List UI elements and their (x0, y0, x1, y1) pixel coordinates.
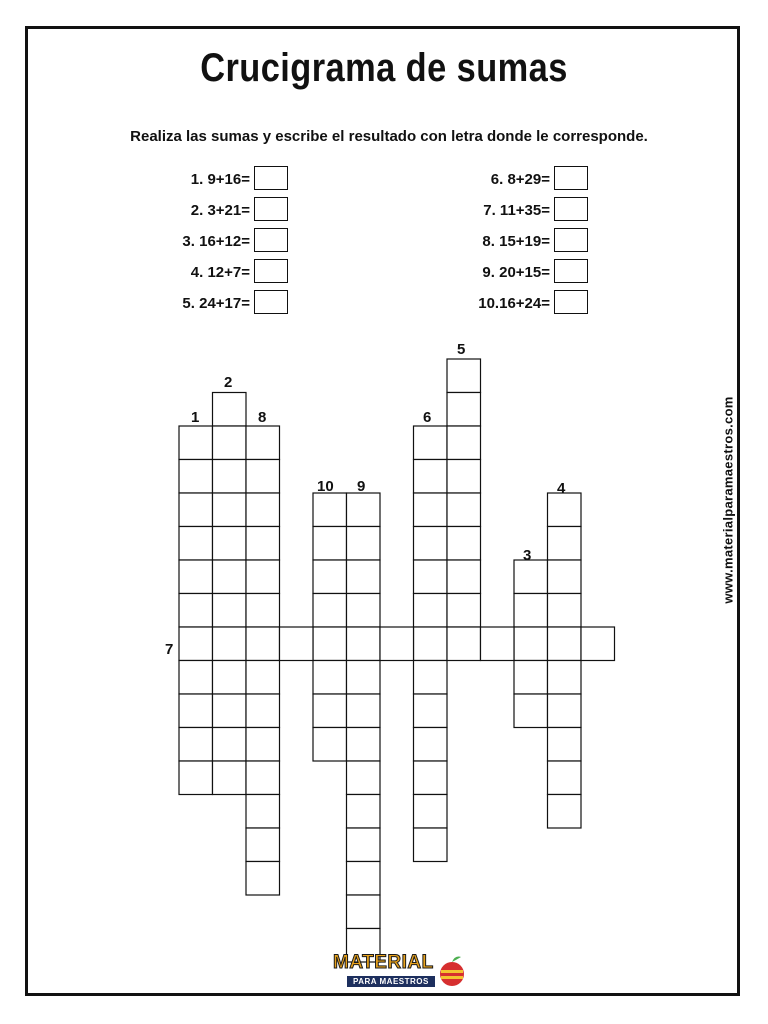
crossword-cell[interactable] (514, 694, 548, 728)
crossword-cell[interactable] (246, 426, 280, 460)
crossword-cell[interactable] (548, 527, 582, 561)
logo-tagline: PARA MAESTROS (347, 976, 435, 987)
crossword-cell[interactable] (313, 527, 347, 561)
crossword-cell[interactable] (213, 661, 247, 695)
crossword-cell[interactable] (514, 560, 548, 594)
crossword-cell[interactable] (548, 728, 582, 762)
crossword-cell[interactable] (246, 795, 280, 829)
crossword-cell[interactable] (179, 661, 213, 695)
crossword-cell[interactable] (548, 594, 582, 628)
crossword-cell[interactable] (414, 527, 448, 561)
material-para-maestros-logo (333, 952, 467, 992)
crossword-cell[interactable] (548, 493, 582, 527)
crossword-cell[interactable] (447, 393, 481, 427)
crossword-cell[interactable] (347, 594, 381, 628)
clue-number-5: 5 (457, 341, 466, 358)
clue-number-1: 1 (191, 409, 200, 426)
question-3: 3. 16+12= (182, 233, 250, 250)
crossword-cell[interactable] (548, 795, 582, 829)
logo-word: MATERIAL (333, 952, 434, 973)
crossword-cell[interactable] (414, 560, 448, 594)
crossword-cell[interactable] (213, 560, 247, 594)
crossword-cell[interactable] (246, 493, 280, 527)
crossword-cell[interactable] (548, 761, 582, 795)
crossword-cell[interactable] (548, 661, 582, 695)
question-2: 2. 3+21= (190, 202, 250, 219)
crossword-cell[interactable] (213, 627, 247, 661)
crossword-cell[interactable] (246, 728, 280, 762)
crossword-cell[interactable] (179, 694, 213, 728)
question-7: 7. 11+35= (483, 202, 550, 219)
crossword-cell[interactable] (548, 694, 582, 728)
crossword-cell[interactable] (447, 359, 481, 393)
crossword-cell[interactable] (447, 594, 481, 628)
clue-number-6: 6 (423, 409, 432, 426)
crossword-cell[interactable] (179, 460, 213, 494)
crossword-cell[interactable] (414, 426, 448, 460)
crossword-cell[interactable] (347, 795, 381, 829)
clue-number-7: 7 (165, 641, 174, 658)
question-8: 8. 15+19= (482, 233, 550, 250)
crossword-cell[interactable] (213, 761, 247, 795)
crossword-cell[interactable] (347, 661, 381, 695)
crossword-cell[interactable] (548, 627, 582, 661)
apple-icon (437, 954, 467, 988)
crossword-cell[interactable] (179, 560, 213, 594)
clue-number-8: 8 (258, 409, 267, 426)
crossword-cell[interactable] (313, 728, 347, 762)
crossword-cell[interactable] (246, 560, 280, 594)
crossword-cell[interactable] (414, 728, 448, 762)
crossword-cell[interactable] (447, 426, 481, 460)
crossword-cell[interactable] (313, 560, 347, 594)
crossword-cell[interactable] (313, 627, 347, 661)
crossword-cell[interactable] (414, 460, 448, 494)
crossword-cell[interactable] (246, 627, 280, 661)
crossword-cell[interactable] (179, 527, 213, 561)
crossword-cell[interactable] (514, 594, 548, 628)
crossword-cell[interactable] (581, 627, 615, 661)
crossword-cell[interactable] (414, 828, 448, 862)
question-6: 6. 8+29= (490, 171, 550, 188)
crossword-cell[interactable] (246, 862, 280, 896)
crossword-cell[interactable] (280, 627, 314, 661)
question-9: 9. 20+15= (482, 264, 550, 281)
crossword-cell[interactable] (246, 828, 280, 862)
crossword-cell[interactable] (347, 895, 381, 929)
crossword-cells (179, 359, 615, 962)
clue-number-2: 2 (224, 374, 233, 391)
crossword-cell[interactable] (213, 694, 247, 728)
instructions-text: Realiza las sumas y escribe el resultado con letra donde le corresponde. (130, 128, 648, 145)
crossword-cell[interactable] (313, 661, 347, 695)
crossword-cell[interactable] (213, 728, 247, 762)
question-10: 10.16+24= (478, 295, 550, 312)
crossword-cell[interactable] (414, 594, 448, 628)
crossword-cell[interactable] (179, 426, 213, 460)
clue-number-9: 9 (357, 478, 366, 495)
crossword-cell[interactable] (246, 527, 280, 561)
clue-number-3: 3 (523, 547, 532, 564)
crossword-cell[interactable] (414, 694, 448, 728)
crossword-cell[interactable] (246, 460, 280, 494)
crossword-cell[interactable] (414, 661, 448, 695)
crossword-cell[interactable] (347, 828, 381, 862)
crossword-cell[interactable] (179, 594, 213, 628)
clue-number-4: 4 (557, 480, 566, 497)
crossword-cell[interactable] (213, 426, 247, 460)
crossword-cell[interactable] (179, 728, 213, 762)
crossword-cell[interactable] (347, 694, 381, 728)
crossword-cell[interactable] (447, 493, 481, 527)
crossword-cell[interactable] (313, 694, 347, 728)
page-title: Crucigrama de sumas (200, 46, 568, 90)
crossword-cell[interactable] (347, 862, 381, 896)
website-url: www.materialparamaestros.com (720, 396, 736, 604)
crossword-cell[interactable] (447, 627, 481, 661)
crossword-cell[interactable] (347, 527, 381, 561)
question-4: 4. 12+7= (190, 264, 250, 281)
crossword-cell[interactable] (213, 527, 247, 561)
crossword-cell[interactable] (514, 627, 548, 661)
crossword-cell[interactable] (213, 594, 247, 628)
crossword-cell[interactable] (548, 560, 582, 594)
crossword-cell[interactable] (514, 661, 548, 695)
crossword-cell[interactable] (246, 761, 280, 795)
crossword-cell[interactable] (246, 594, 280, 628)
crossword-cell[interactable] (414, 493, 448, 527)
crossword-cell[interactable] (347, 560, 381, 594)
crossword-cell[interactable] (414, 761, 448, 795)
crossword-cell[interactable] (347, 728, 381, 762)
crossword-cell[interactable] (347, 493, 381, 527)
crossword-cell[interactable] (347, 627, 381, 661)
crossword-cell[interactable] (313, 594, 347, 628)
question-5: 5. 24+17= (182, 295, 250, 312)
crossword-cell[interactable] (179, 627, 213, 661)
crossword-cell[interactable] (447, 527, 481, 561)
crossword-cell[interactable] (481, 627, 515, 661)
crossword-cell[interactable] (246, 661, 280, 695)
crossword-cell[interactable] (447, 560, 481, 594)
question-1: 1. 9+16= (190, 171, 250, 188)
clue-number-10: 10 (317, 478, 334, 495)
crossword-cell[interactable] (213, 393, 247, 427)
crossword-cell[interactable] (313, 493, 347, 527)
crossword-cell[interactable] (447, 460, 481, 494)
crossword-cell[interactable] (347, 761, 381, 795)
crossword-cell[interactable] (414, 627, 448, 661)
crossword-cell[interactable] (414, 795, 448, 829)
crossword-cell[interactable] (179, 761, 213, 795)
crossword-cell[interactable] (380, 627, 414, 661)
crossword-cell[interactable] (213, 493, 247, 527)
crossword-cell[interactable] (213, 460, 247, 494)
crossword-cell[interactable] (179, 493, 213, 527)
crossword-cell[interactable] (246, 694, 280, 728)
